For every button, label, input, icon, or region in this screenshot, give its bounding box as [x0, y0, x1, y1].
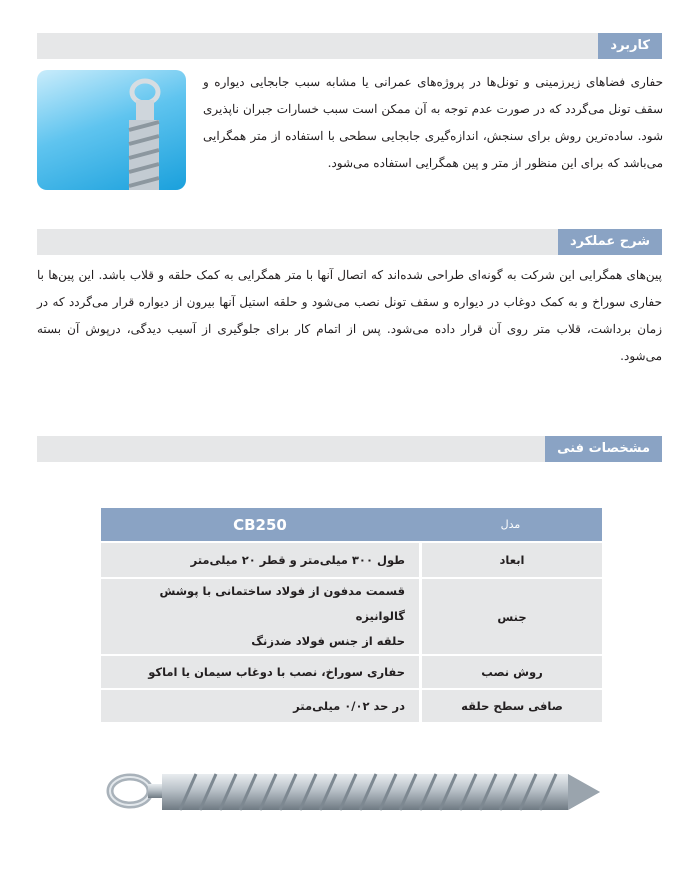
spec-row-label: صافی سطح حلقه: [419, 690, 602, 722]
specs-section-bar: [37, 436, 662, 462]
table-row: [101, 690, 602, 722]
table-row: [101, 543, 602, 577]
table-row: [101, 656, 602, 688]
usage-text: حفاری فضاهای زیرزمینی و تونل‌ها در پروژه‌های عمرانی یا مشابه سبب جابجایی دیواره و سقف تونل می‌گردد که در صورت عدم توجه به آن ممکن است سبب خسارات جبران ناپذیری شود. ساده‌ترین روش برای سنجش، اندازه‌گیری جابجایی سطحی با استفاده از متر همگرایی می‌باشد که برای این منظور از متر و پین همگرایی استفاده می‌شود.: [203, 75, 663, 170]
spec-row-value: [101, 579, 419, 654]
spec-table: [101, 506, 602, 724]
usage-section-title: کاربرد: [598, 33, 662, 59]
spec-row-value: در حد ۰/۰۲ میلی‌متر: [101, 690, 419, 722]
table-row: [101, 579, 602, 654]
spec-header-model: CB250: [101, 508, 419, 541]
spec-row-value-line: قسمت مدفون از فولاد ساختمانی با پوشش گالوانیزه: [159, 584, 405, 623]
function-text: پین‌های همگرایی این شرکت به گونه‌ای طراحی شده‌اند که اتصال آنها با متر همگرایی به کمک حلقه و قلاب باشد. این پین‌ها با حفاری سوراخ و به کمک دوغاب در دیواره و سقف تونل نصب می‌شود و حلقه استیل آنها بیرون از دیواره قرار می‌گردد که در زمان برداشت، قلاب متر روی آن قرار داده می‌شود. پس از اتمام کار برای جلوگیری از آسیب دیدگی، درپوش آن بسته می‌شود.: [37, 268, 662, 363]
spec-row-value: طول ۳۰۰ میلی‌متر و قطر ۲۰ میلی‌متر: [101, 543, 419, 577]
convergence-pin-closeup-image: [37, 70, 186, 190]
spec-row-label: روش نصب: [419, 656, 602, 688]
spec-row-value: حفاری سوراخ، نصب با دوغاب سیمان یا اماکو: [101, 656, 419, 688]
specs-section-title: مشخصات فنی: [545, 436, 662, 462]
usage-section-bar: [37, 33, 662, 59]
spec-row-label: ابعاد: [419, 543, 602, 577]
spec-header-label: مدل: [419, 508, 602, 541]
function-section-bar: [37, 229, 662, 255]
convergence-pin-image: [100, 762, 610, 822]
spec-table-header: [101, 508, 602, 541]
spec-row-label: جنس: [419, 579, 602, 654]
function-section-title: شرح عملکرد: [558, 229, 662, 255]
spec-row-value-line: حلقه از جنس فولاد ضدزنگ: [251, 634, 405, 648]
